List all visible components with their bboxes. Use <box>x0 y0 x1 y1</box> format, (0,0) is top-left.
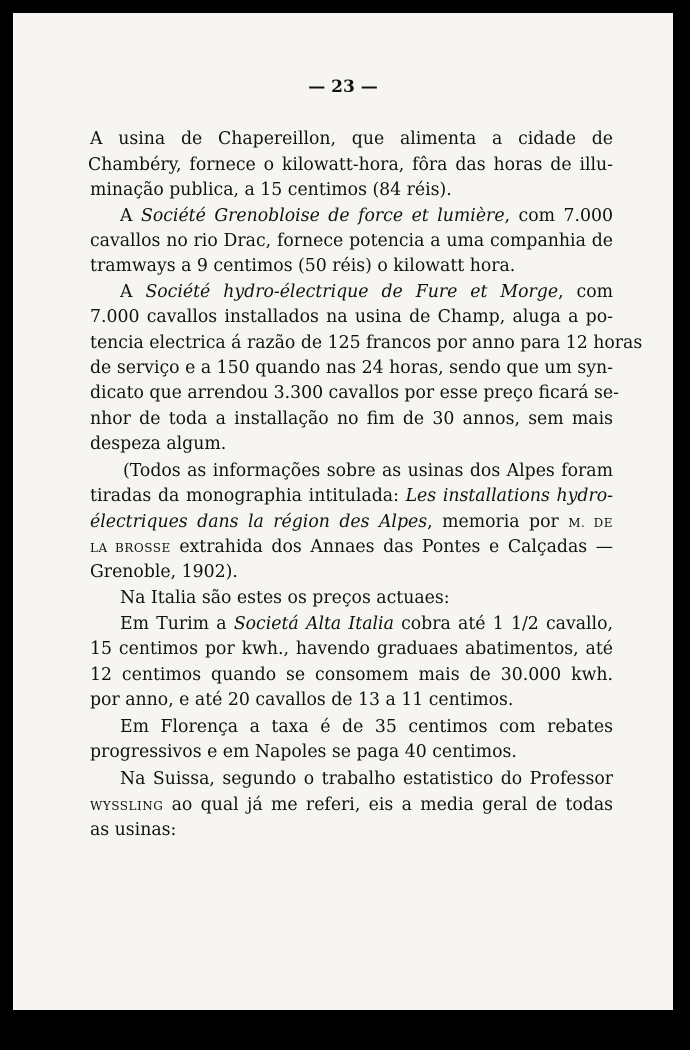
scan-border <box>13 1010 673 1030</box>
text-line: 15 centimos por kwh., havendo graduaes abatimentos, até <box>90 639 613 659</box>
text-line: minação publica, a 15 centimos (84 réis). <box>90 180 452 200</box>
text-line: nhor de toda a installação no fim de 30 annos, sem mais <box>90 409 613 429</box>
text-line: Na Italia são estes os preços actuaes: <box>120 588 450 608</box>
text-line: Chambéry, fornece o kilowatt-hora, fôra das horas de illu- <box>88 155 613 175</box>
text-line: LA BROSSE extrahida dos Annaes das Pontes e Calçadas — <box>90 537 613 557</box>
text-line: progressivos e em Napoles se paga 40 centimos. <box>90 742 517 762</box>
text-line: (Todos as informações sobre as usinas dos Alpes foram <box>123 461 613 481</box>
text-line: 12 centimos quando se consomem mais de 30.000 kwh. <box>90 665 613 685</box>
text-line: tramways a 9 centimos (50 réis) o kilowatt hora. <box>90 256 516 276</box>
text-line: Em Florença a taxa é de 35 centimos com rebates <box>120 717 613 737</box>
text-line: tencia electrica á razão de 125 francos por anno para 12 horas <box>90 333 643 353</box>
text-line: Em Turim a Societá Alta Italia cobra até 1 1/2 cavallo, <box>120 614 613 634</box>
text-line: WYSSLING ao qual já me referi, eis a media geral de todas <box>90 795 613 815</box>
text-line: despeza algum. <box>90 434 227 454</box>
text-line: de serviço e a 150 quando nas 24 horas, sendo que um syn- <box>90 358 613 378</box>
book-page <box>13 13 673 1030</box>
text-line: A Société Grenobloise de force et lumière, com 7.000 <box>120 206 613 226</box>
page-number: — 23 — <box>308 77 378 97</box>
text-line: 7.000 cavallos installados na usina de Champ, aluga a po- <box>90 307 613 327</box>
text-line: por anno, e até 20 cavallos de 13 a 11 centimos. <box>90 690 514 710</box>
text-line: électriques dans la région des Alpes, memoria por M. DE <box>90 512 613 532</box>
text-line: tiradas da monographia intitulada: Les installations hydro- <box>90 486 613 506</box>
text-line: Na Suissa, segundo o trabalho estatistico do Professor <box>120 769 613 789</box>
text-line: A usina de Chapereillon, que alimenta a cidade de <box>90 129 613 149</box>
text-line: cavallos no rio Drac, fornece potencia a uma companhia de <box>90 231 613 251</box>
text-line: dicato que arrendou 3.300 cavallos por esse preço ficará se- <box>90 383 619 403</box>
text-line: Grenoble, 1902). <box>90 562 238 582</box>
text-line: A Société hydro-électrique de Fure et Morge, com <box>120 282 613 302</box>
text-line: as usinas: <box>90 820 177 840</box>
